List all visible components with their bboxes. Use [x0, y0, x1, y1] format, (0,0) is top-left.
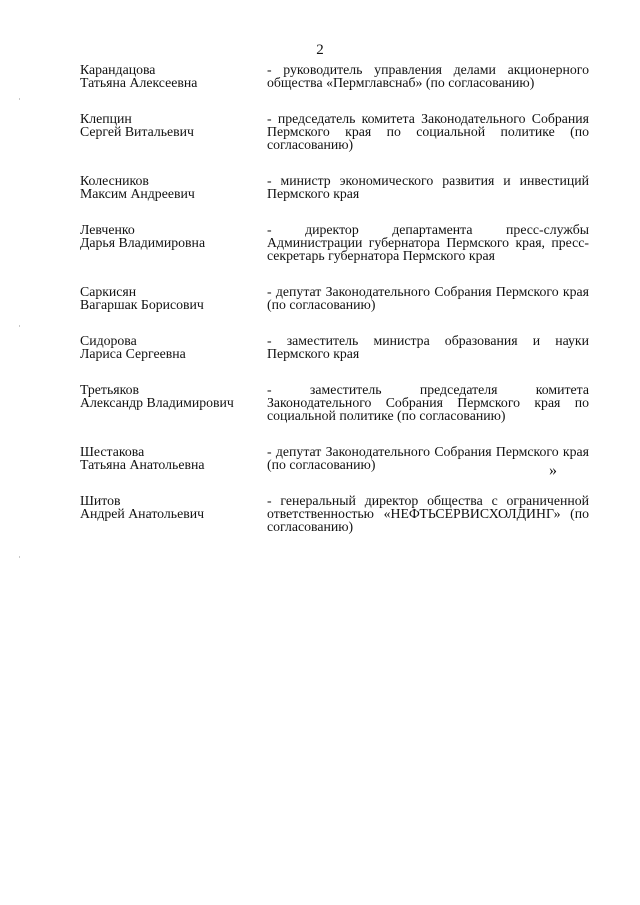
member-name	[80, 223, 255, 262]
member-row	[80, 383, 589, 422]
member-row	[80, 112, 589, 151]
member-surname: Сидорова	[80, 333, 137, 348]
member-role: - председатель комитета Законодательного Собрания Пермского края по социальной политике (по согласованию)	[267, 111, 589, 152]
member-surname: Клепцин	[80, 111, 132, 126]
member-name	[80, 63, 255, 89]
member-row	[80, 174, 589, 200]
member-given-names: Лариса Сергеевна	[80, 346, 186, 361]
member-role: - директор департамента пресс-службы Администрации губернатора Пермского края, пресс-секретарь губернатора Пермского края	[267, 222, 589, 263]
margin-tick-mark	[19, 98, 20, 100]
member-role: - депутат Законодательного Собрания Пермского края (по согласованию)	[267, 284, 589, 312]
member-given-names: Максим Андреевич	[80, 186, 195, 201]
member-given-names: Вагаршак Борисович	[80, 297, 204, 312]
member-surname: Шестакова	[80, 444, 145, 459]
margin-tick-mark	[19, 556, 20, 558]
member-given-names: Андрей Анатольевич	[80, 506, 205, 521]
member-role: - министр экономического развития и инвестиций Пермского края	[267, 173, 589, 201]
member-name	[80, 112, 255, 151]
member-given-names: Сергей Витальевич	[80, 124, 194, 139]
member-name	[80, 334, 255, 360]
member-role: - генеральный директор общества с ограниченной ответственностью «НЕФТЬСЕРВИСХОЛДИНГ» (по согласованию)	[267, 493, 589, 534]
member-row	[80, 334, 589, 360]
member-row	[80, 63, 589, 89]
member-row	[80, 445, 589, 471]
member-role: - депутат Законодательного Собрания Пермского края (по согласованию)	[267, 444, 589, 472]
member-surname: Третьяков	[80, 382, 140, 397]
member-given-names: Дарья Владимировна	[80, 235, 206, 250]
member-role: - заместитель председателя комитета Законодательного Собрания Пермского края по социальной политике (по согласованию)	[267, 382, 589, 423]
member-row	[80, 494, 589, 533]
member-surname: Левченко	[80, 222, 135, 237]
margin-tick-mark	[19, 325, 20, 327]
member-name	[80, 383, 255, 422]
member-surname: Колесников	[80, 173, 149, 188]
page-number: 2	[316, 42, 324, 58]
closing-quote-mark: »	[549, 462, 557, 479]
member-given-names: Татьяна Анатольевна	[80, 457, 205, 472]
member-name	[80, 445, 255, 471]
member-surname: Шитов	[80, 493, 121, 508]
member-row	[80, 285, 589, 311]
member-surname: Саркисян	[80, 284, 137, 299]
member-name	[80, 494, 255, 533]
member-given-names: Александр Владимирович	[80, 395, 234, 410]
member-surname: Карандацова	[80, 62, 156, 77]
member-list	[80, 63, 589, 533]
member-name	[80, 174, 255, 200]
member-role: - заместитель министра образования и науки Пермского края	[267, 333, 589, 361]
member-role: - руководитель управления делами акционерного общества «Пермглавснаб» (по согласованию)	[267, 62, 589, 90]
member-name	[80, 285, 255, 311]
member-row	[80, 223, 589, 262]
member-given-names: Татьяна Алексеевна	[80, 75, 198, 90]
